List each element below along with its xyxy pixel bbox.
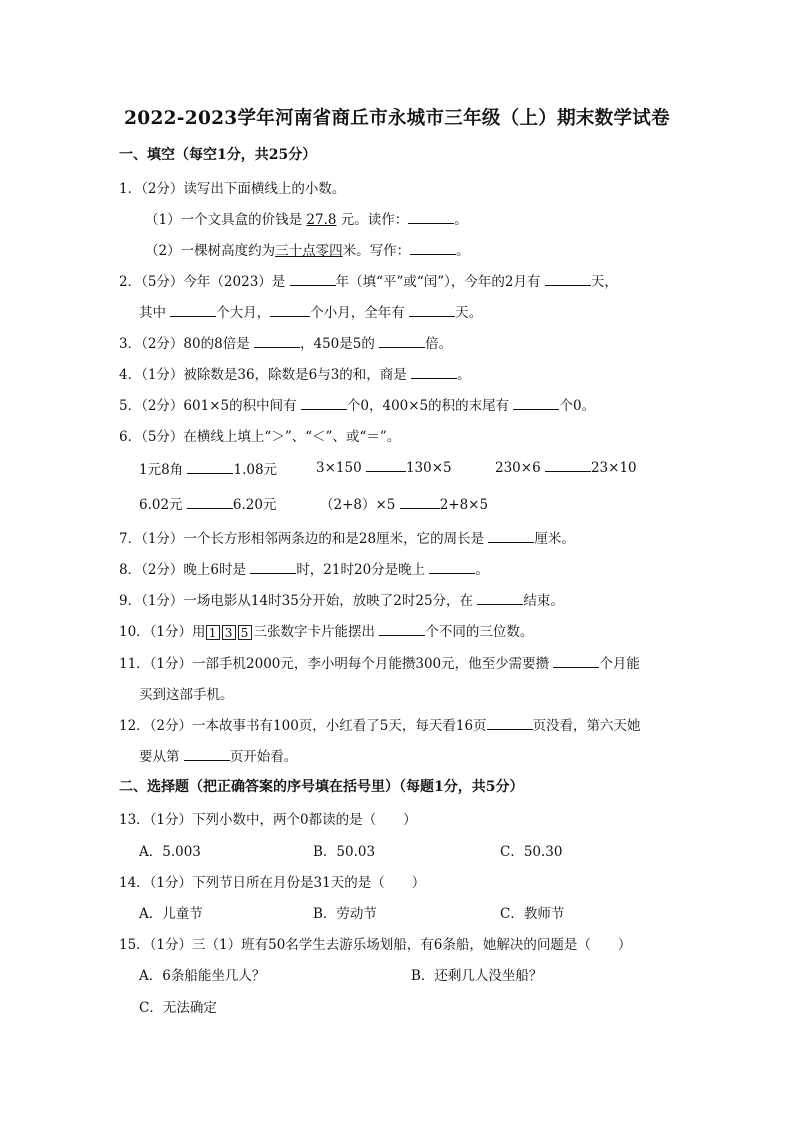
number-card: 3 (222, 625, 236, 640)
option-a[interactable]: A．儿童节 (139, 906, 203, 922)
option-c[interactable]: C．教师节 (500, 906, 565, 922)
answer-blank[interactable] (487, 716, 533, 730)
question-12-cont: 要从第 页开始看。 (139, 749, 298, 765)
answer-blank[interactable] (290, 272, 336, 286)
answer-blank[interactable] (545, 272, 591, 286)
question-5: 5．（2分）601×5的积中间有 个0，400×5的积的末尾有 个0。 (119, 398, 596, 414)
answer-blank[interactable] (184, 747, 230, 761)
answer-blank[interactable] (409, 303, 455, 317)
answer-blank[interactable] (408, 210, 454, 224)
question-11-cont: 买到这部手机。 (139, 687, 234, 703)
option-a[interactable]: A．6条船能坐几人？ (139, 968, 266, 984)
question-8: 8．（2分）晚上6时是 时，21时20分是晚上 。 (119, 562, 489, 578)
compare-2: 3×150 130×5 (316, 460, 452, 476)
answer-blank[interactable] (429, 560, 475, 574)
question-4: 4．（1分）被除数是36，除数是6与3的和，商是 。 (119, 367, 471, 383)
question-12: 12．（2分）一本故事书有100页，小红看了5天，每天看16页 页没看，第六天她 (119, 718, 641, 734)
number-card: 1 (206, 625, 220, 640)
answer-blank[interactable] (254, 334, 300, 348)
answer-blank[interactable] (379, 334, 425, 348)
compare-3: 230×6 23×10 (495, 460, 637, 476)
compare-5: （2+8）×5 2+8×5 (320, 497, 489, 513)
answer-blank[interactable] (410, 241, 456, 255)
answer-blank[interactable] (301, 396, 347, 410)
question-7: 7．（1分）一个长方形相邻两条边的和是28厘米，它的周长是 厘米。 (119, 531, 575, 547)
answer-blank[interactable] (545, 458, 591, 472)
answer-blank[interactable] (187, 460, 233, 474)
option-c[interactable]: C．50.30 (500, 844, 563, 860)
number-card: 5 (238, 625, 252, 640)
answer-blank[interactable] (379, 622, 425, 636)
answer-blank[interactable] (187, 495, 233, 509)
question-14: 14．（1分）下列节日所在月份是31天的是（ ） (119, 875, 426, 891)
answer-blank[interactable] (270, 303, 310, 317)
option-c[interactable]: C．无法确定 (139, 1000, 217, 1016)
section-2-heading: 二、选择题（把正确答案的序号填在括号里）（每题1分，共5分） (119, 779, 524, 795)
question-11: 11．（1分）一部手机2000元，李小明每个月能攒300元，他至少需要攒 个月能 (119, 656, 640, 672)
question-15: 15．（1分）三（1）班有50名学生去游乐场划船，有6条船，她解决的问题是（ ） (119, 937, 632, 953)
answer-blank[interactable] (411, 365, 457, 379)
question-2: 2．（5分）今年（2023）是 年（填“平”或“闰”），今年的2月有 天， (119, 274, 618, 290)
option-a[interactable]: A．5.003 (139, 844, 201, 860)
question-1 (119, 177, 345, 197)
question-3: 3．（2分）80的8倍是 ，450是5的 倍。 (119, 336, 453, 352)
question-2-cont: 其中 个大月， 个小月，全年有 天。 (139, 305, 483, 321)
question-10: 10．（1分）用 1 3 5 三张数字卡片能摆出 个不同的三位数。 (119, 624, 534, 640)
underlined-number: 27.8 (306, 212, 337, 228)
answer-blank[interactable] (250, 560, 296, 574)
answer-blank[interactable] (513, 396, 559, 410)
question-13: 13．（1分）下列小数中，两个0都读的是（ ） (119, 812, 417, 828)
question-1a: （1）一个文具盒的价钱是 27.8 元。读作： 。 (145, 212, 468, 228)
compare-1: 1元8角 1.08元 (139, 462, 278, 478)
question-9: 9．（1分）一场电影从14时35分开始，放映了2时25分，在 结束。 (119, 593, 564, 609)
question-1-stem: 1．（2分）读写出下面横线上的小数。 (119, 181, 346, 197)
option-b[interactable]: B．50.03 (313, 844, 376, 860)
option-b[interactable]: B．劳动节 (313, 906, 377, 922)
compare-4: 6.02元 6.20元 (139, 497, 277, 513)
question-6: 6．（5分）在横线上填上“＞”、“＜”、或“＝”。 (119, 429, 401, 445)
question-1b: （2）一棵树高度约为三十点零四米。写作： 。 (145, 243, 470, 259)
answer-blank[interactable] (488, 529, 534, 543)
page-title: 2022-2023学年河南省商丘市永城市三年级（上）期末数学试卷 (124, 108, 670, 129)
answer-blank[interactable] (477, 591, 523, 605)
section-1-heading: 一、填空（每空1分，共25分） (119, 147, 317, 163)
option-b[interactable]: B．还剩几人没坐船？ (411, 968, 543, 984)
answer-blank[interactable] (366, 458, 406, 472)
underlined-number: 三十点零四 (275, 243, 343, 259)
answer-blank[interactable] (170, 303, 216, 317)
answer-blank[interactable] (553, 654, 599, 668)
answer-blank[interactable] (400, 495, 440, 509)
